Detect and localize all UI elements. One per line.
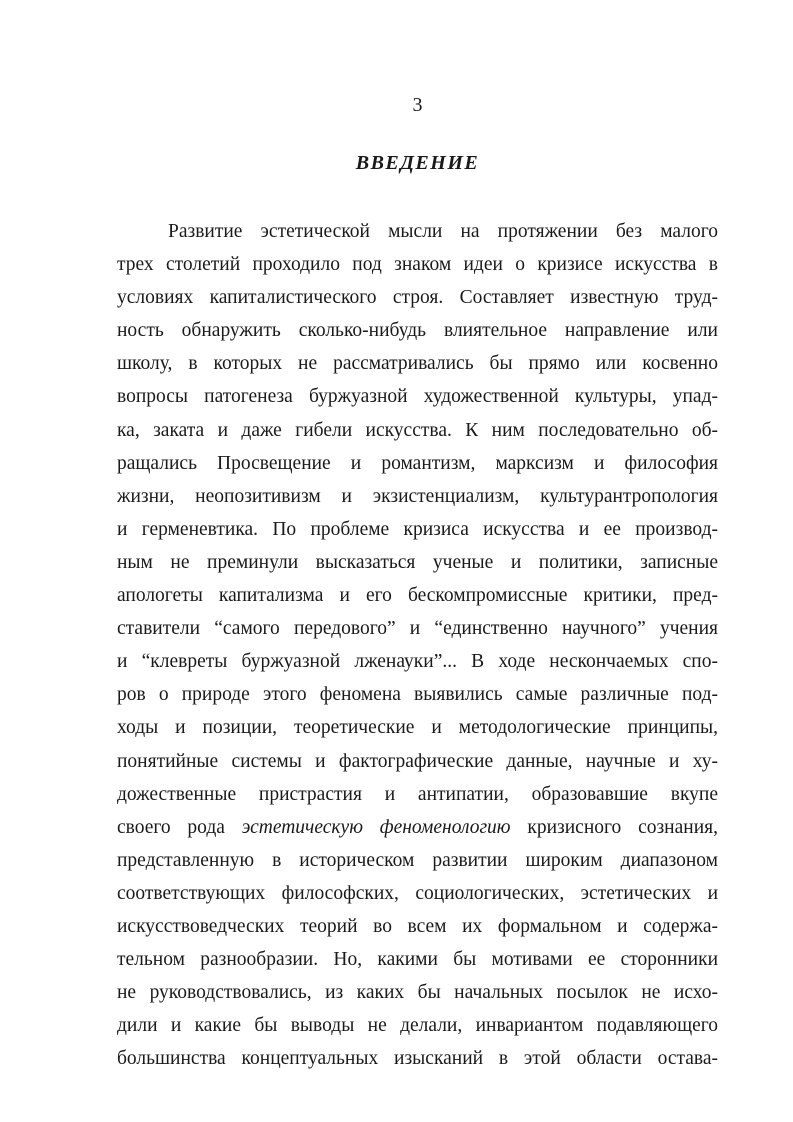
text-segment: своего рода [117,816,242,838]
text-line: Развитие эстетической мысли на протяжении без малого [168,221,718,242]
text-line: тельном разнообразии. Но, какими бы мотивами ее сторонники [117,949,718,971]
text-line: понятийные системы и фактографические данные, научные и ху- [117,750,718,772]
text-line: не руководствовались, из каких бы начальных посылок не исхо- [117,982,718,1004]
text-line: ходы и позиции, теоретические и методологические принципы, [117,717,718,739]
text-line: ров о природе этого феномена выявились самые различные под- [117,684,718,706]
text-line: и герменевтика. По проблеме кризиса искусства и ее производ- [117,518,718,540]
text-line: большинства концептуальных изысканий в этой области остава- [117,1048,718,1070]
text-line: ность обнаружить сколько-нибудь влиятельное направление или [117,320,718,342]
text-line: жизни, неопозитивизм и экзистенциализм, культурантропология [117,485,718,507]
text-line: условиях капиталистического строя. Составляет известную труд- [117,287,718,309]
text-line: апологеты капитализма и его бескомпромиссные критики, пред- [117,585,718,607]
text-line: ка, заката и даже гибели искусства. К ним последовательно об- [117,419,718,441]
text-line-with-emphasis [117,811,718,844]
text-line: искусствоведческих теорий во всем их формальном и содержа- [117,915,718,937]
page-number: 3 [412,94,423,116]
text-line: дожественные пристрастия и антипатии, образовавшие вкупе [117,783,718,805]
text-line: представленную в историческом развитии широким диапазоном [117,849,718,871]
text-line: трех столетий проходило под знаком идеи о кризисе искусства в [117,254,718,276]
text-line: школу, в которых не рассматривались бы прямо или косвенно [117,353,718,375]
text-line: ставители “самого передового” и “единственно научного” учения [117,618,718,640]
body-paragraph [117,215,718,1075]
section-heading: ВВЕДЕНИЕ [355,152,480,174]
text-segment: кризисного сознания, [510,816,718,838]
text-line: ращались Просвещение и романтизм, марксизм и философия [117,452,718,474]
text-line: вопросы патогенеза буржуазной художественной культуры, упад- [117,386,718,408]
text-line: ным не преминули высказаться ученые и политики, записные [117,551,718,573]
text-line: соответствующих философских, социологических, эстетических и [117,882,718,904]
text-line: и “клевреты буржуазной лженауки”... В ходе нескончаемых спо- [117,651,718,673]
text-line: дили и какие бы выводы не делали, инвариантом подавляющего [117,1015,718,1037]
emphasis-term: эстетическую феноменологию [241,816,511,838]
